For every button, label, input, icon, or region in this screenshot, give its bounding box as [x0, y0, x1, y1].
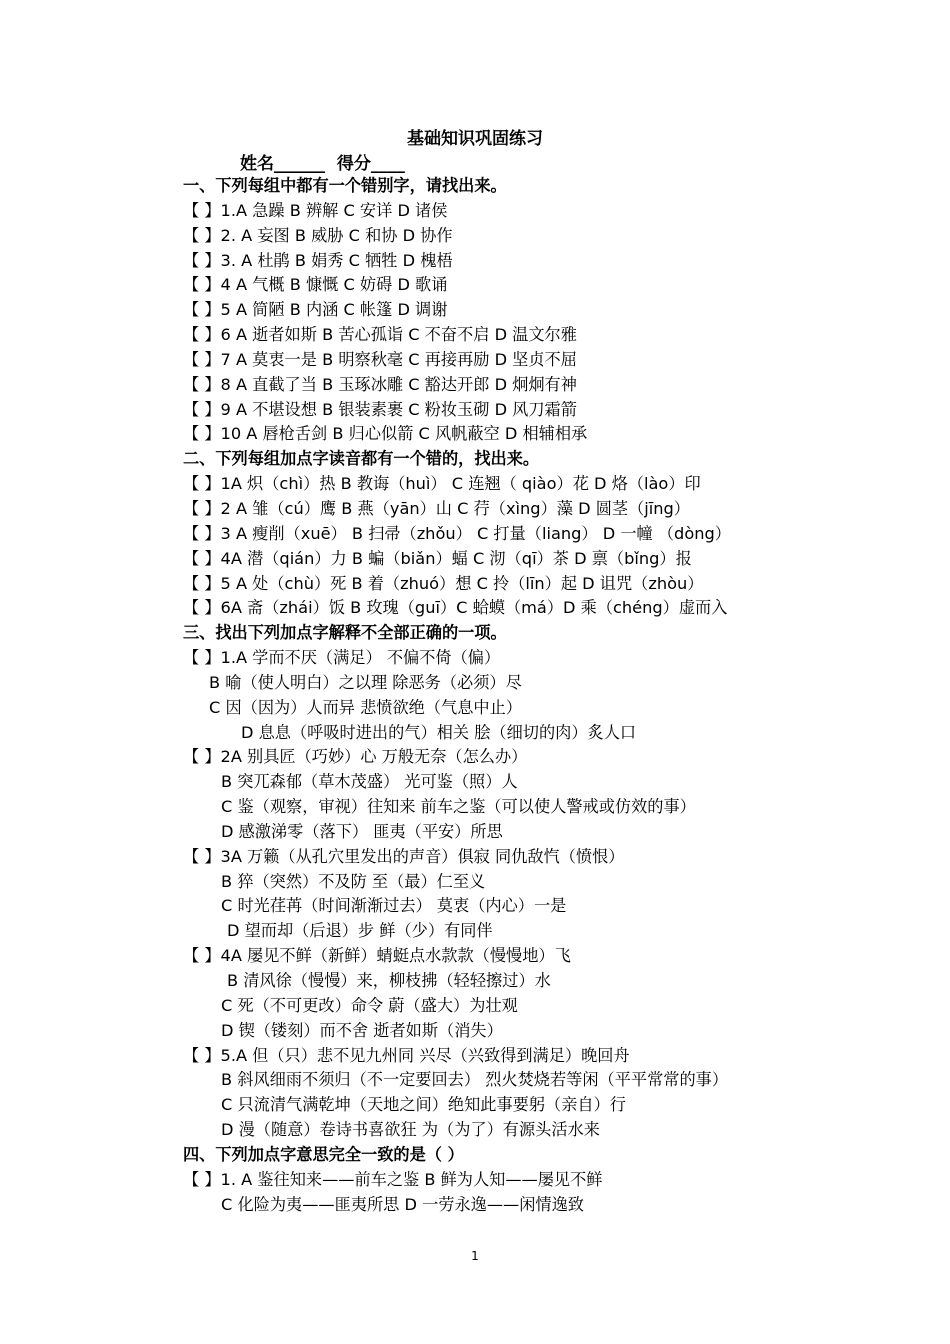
question-line: 【 】3. A 杜鹃 B 娟秀 C 牺牲 D 槐梧: [183, 250, 453, 270]
question-line: 【 】6A 斋（zhái）饭 B 玫瑰（guī）C 蛤蟆（má）D 乘（chéng）虚而入: [183, 598, 728, 618]
section-heading: 四、下列加点字意思完全一致的是（ ）: [183, 1144, 464, 1164]
question-line: 【 】2A 别具匠（巧妙）心 万般无奈（怎么办）: [183, 747, 528, 767]
question-line: C 化险为夷——匪夷所思 D 一劳永逸——闲情逸致: [221, 1194, 584, 1214]
question-line: 【 】7 A 莫衷一是 B 明察秋毫 C 再接再励 D 坚贞不屈: [183, 349, 577, 369]
question-line: D 漫（随意）卷诗书喜欲狂 为（为了）有源头活水来: [221, 1120, 600, 1140]
question-line: 【 】1A 炽（chì）热 B 教诲（huì） C 连翘（ qiào）花 D 烙（lào）印: [183, 474, 701, 494]
section-heading: 一、下列每组中都有一个错别字，请找出来。: [183, 176, 507, 195]
name-score-line: 姓名______ 得分____: [240, 154, 405, 174]
page-number: 1: [471, 1249, 479, 1263]
question-line: 【 】1.A 学而不厌（满足） 不偏不倚（偏）: [183, 648, 501, 668]
question-line: D 望而却（后退）步 鲜（少）有同伴: [227, 921, 493, 941]
question-line: 【 】1.A 急躁 B 辨解 C 安详 D 诸侯: [183, 200, 448, 220]
question-line: 【 】5 A 简陋 B 内涵 C 帐篷 D 调谢: [183, 300, 448, 320]
page-title: 基础知识巩固练习: [407, 129, 543, 149]
question-line: B 猝（突然）不及防 至（最）仁至义: [221, 871, 486, 891]
question-line: C 只流清气满乾坤（天地之间）绝知此事要躬（亲自）行: [221, 1095, 626, 1115]
question-line: C 死（不可更改）命令 蔚（盛大）为壮观: [221, 995, 518, 1015]
question-line: C 时光荏苒（时间渐渐过去） 莫衷（内心）一是: [221, 896, 567, 916]
question-line: 【 】4 A 气概 B 慷慨 C 妨碍 D 歌诵: [183, 275, 448, 295]
question-line: B 斜风细雨不须归（不一定要回去） 烈火焚烧若等闲（平平常常的事）: [221, 1070, 729, 1090]
question-line: 【 】4A 潜（qián）力 B 蝙（biǎn）蝠 C 沏（qī）茶 D 禀（bǐng）报: [183, 548, 692, 568]
question-line: 【 】5.A 但（只）悲不见九州同 兴尽（兴致得到满足）晚回舟: [183, 1045, 630, 1065]
question-line: 【 】6 A 逝者如斯 B 苦心孤诣 C 不奋不启 D 温文尔雅: [183, 325, 577, 345]
question-line: 【 】1. A 鉴往知来——前车之鉴 B 鲜为人知——屡见不鲜: [183, 1169, 603, 1189]
question-line: B 清风徐（慢慢）来，柳枝拂（轻轻擦过）水: [227, 971, 551, 990]
question-line: 【 】3 A 瘦削（xuē） B 扫帚（zhǒu） C 打量（liang） D 一幢 （dòng）: [183, 523, 731, 543]
question-line: B 喻（使人明白）之以理 除恶务（必须）尽: [209, 672, 522, 692]
question-line: 【 】3A 万籁（从孔穴里发出的声音）俱寂 同仇敌忾（愤恨）: [183, 846, 625, 866]
question-line: D 感激涕零（落下） 匪夷（平安）所思: [221, 821, 503, 841]
exercise-content: [183, 174, 823, 1217]
question-line: 【 】2 A 雏（cú）鹰 B 燕（yān）山 C 荇（xìng）藻 D 圆茎（jīng）: [183, 498, 690, 518]
question-line: 【 】8 A 直截了当 B 玉琢冰雕 C 豁达开郎 D 炯炯有神: [183, 374, 577, 394]
question-line: 【 】5 A 处（chù）死 B 着（zhuó）想 C 拎（līn）起 D 诅咒（zhòu）: [183, 573, 704, 593]
question-line: 【 】9 A 不堪设想 B 银装素裹 C 粉妆玉砌 D 风刀霜箭: [183, 399, 577, 419]
question-line: C 鉴（观察，审视）往知来 前车之鉴（可以使人警戒或仿效的事）: [221, 797, 696, 817]
question-line: D 息息（呼吸时进出的气）相关 脍（细切的肉）炙人口: [241, 722, 637, 742]
question-line: C 因（因为）人而异 悲愤欲绝（气息中止）: [209, 697, 522, 717]
section-heading: 二、下列每组加点字读音都有一个错的，找出来。: [183, 449, 540, 469]
question-line: 【 】10 A 唇枪舌剑 B 归心似箭 C 风帆蔽空 D 相辅相承: [183, 424, 588, 444]
question-line: 【 】2. A 妄图 B 威胁 C 和协 D 协作: [183, 225, 453, 245]
section-heading: 三、找出下列加点字解释不全部正确的一项。: [183, 623, 507, 643]
question-line: B 突兀森郁（草木茂盛） 光可鉴（照）人: [221, 772, 518, 792]
question-line: 【 】4A 屡见不鲜（新鲜）蜻蜓点水款款（慢慢地）飞: [183, 946, 571, 966]
question-line: D 锲（镂刻）而不舍 逝者如斯（消失）: [221, 1020, 503, 1040]
